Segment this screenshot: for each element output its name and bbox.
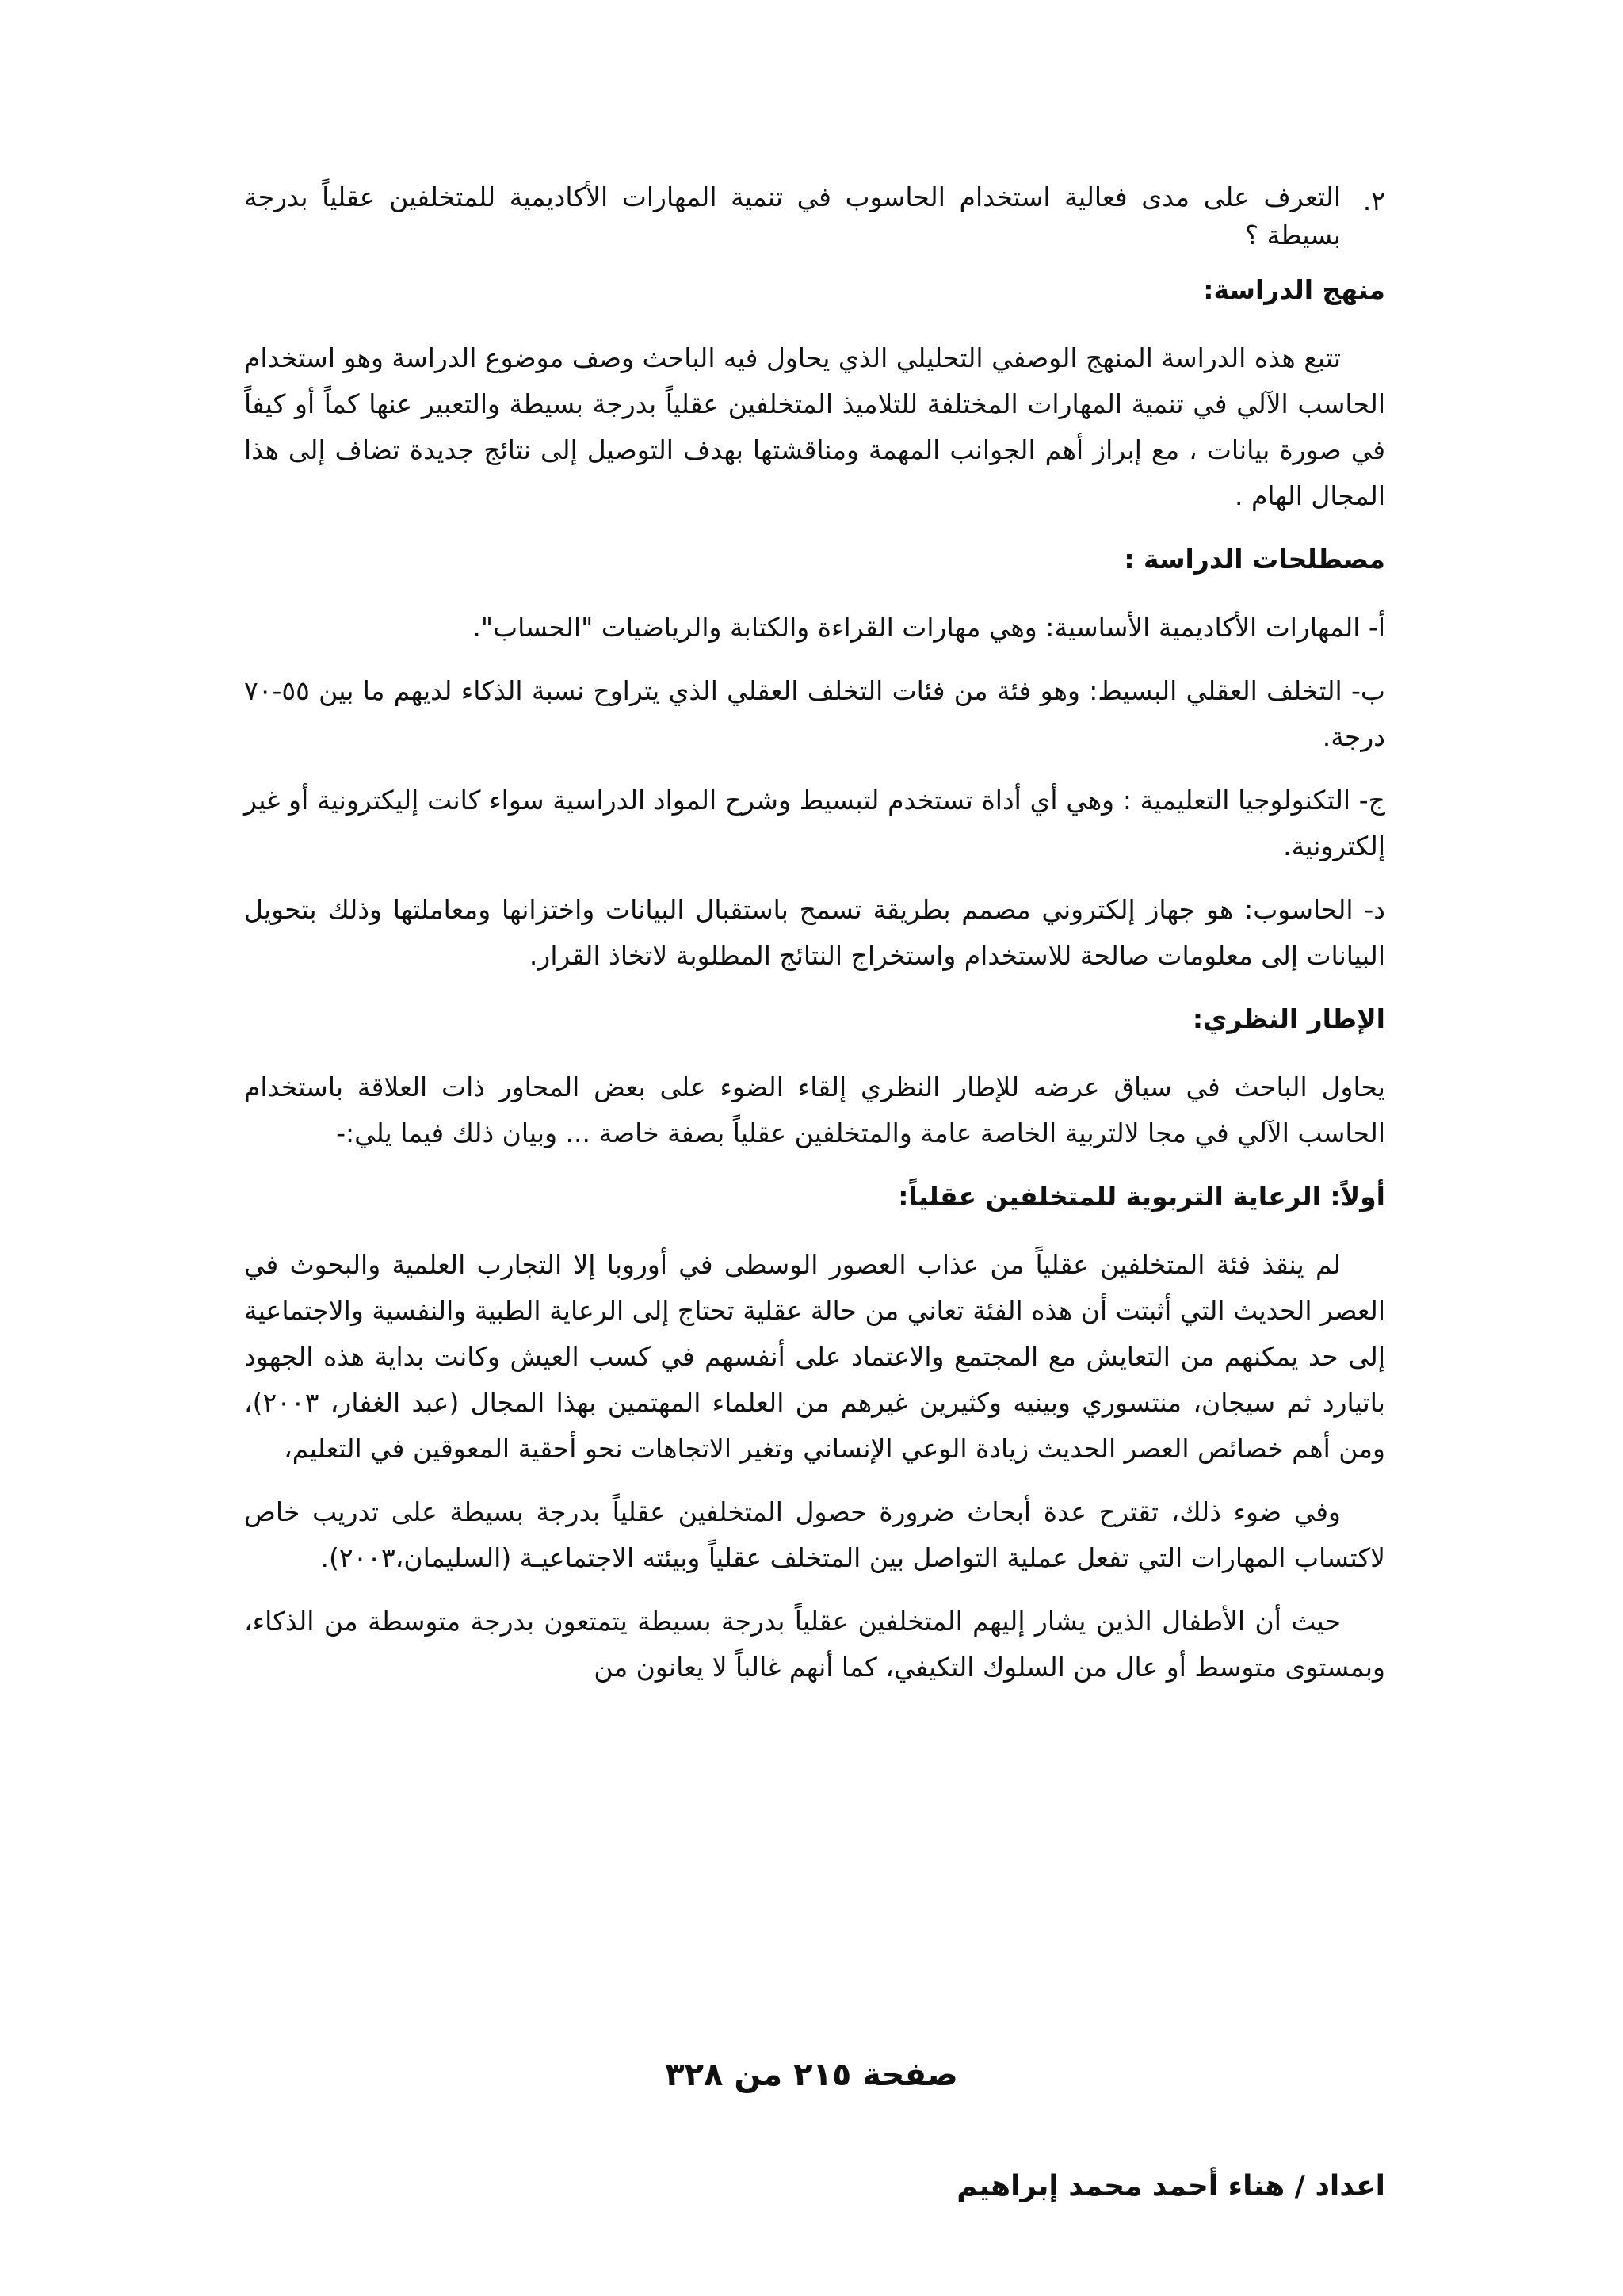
term-a: أ- المهارات الأكاديمية الأساسية: وهي مهارات القراءة والكتابة والرياضيات "الحساب".: [472, 612, 1385, 643]
care-paragraph-2: وفي ضوء ذلك، تقترح عدة أبحاث ضرورة حصول المتخلفين عقلياً بدرجة بسيطة على تدريب خاص لاكتساب المهارات التي تفعل عملية التواصل بين المتخلف عقلياً وبيئته الاجتماعيـة (السليمان،٢٠٠٣).: [244, 1496, 1385, 1573]
term-c: ج- التكنولوجيا التعليمية : وهي أي أداة تستخدم لتبسيط وشرح المواد الدراسية سواء كانت إليكترونية أو غير إلكترونية.: [244, 785, 1385, 861]
care-paragraph-1: لم ينقذ فئة المتخلفين عقلياً من عذاب العصور الوسطى في أوروبا إلا التجارب العلمية والبحوث في العصر الحديث التي أثبتت أن هذه الفئة تعاني من حالة عقلية تحتاج إلى الرعاية الطبية والنفسية والاجتماعية إلى حد يمكنهم من التعايش مع المجتمع والاعتماد على أنفسهم في كسب العيش وكانت بداية هذه الجهود باتيارد ثم سيجان، منتسوري وبينيه وكثيرين غيرهم من العلماء المهتمين بهذا المجال (عبد الغفار، ٢٠٠٣)، ومن أهم خصائص العصر الحديث زيادة الوعي الإنساني وتغير الاتجاهات نحو أحقية المعوقين في التعليم،: [244, 1249, 1385, 1464]
term-d: د- الحاسوب: هو جهاز إلكتروني مصمم بطريقة تسمح باستقبال البيانات واختزانها ومعاملتها وذلك بتحويل البيانات إلى معلومات صالحة للاستخدام واستخراج النتائج المطلوبة لاتخاذ القرار.: [244, 894, 1385, 971]
care-heading: أولاً: الرعاية التربوية للمتخلفين عقلياً:: [898, 1181, 1385, 1212]
terms-heading: مصطلحات الدراسة :: [1124, 544, 1385, 575]
term-b: ب- التخلف العقلي البسيط: وهو فئة من فئات التخلف العقلي الذي يتراوح نسبة الذكاء لديهم ما بين ٥٥-٧٠ درجة.: [244, 675, 1385, 752]
author-line: اعداد / هناء أحمد محمد إبراهيم: [957, 2170, 1385, 2202]
item-number: ٢.: [1362, 185, 1385, 216]
method-heading: منهج الدراسة:: [1203, 274, 1385, 305]
item-text: التعرف على مدى فعالية استخدام الحاسوب في تنمية المهارات الأكاديمية للمتخلفين عقلياً بدرجة بسيطة ؟: [244, 181, 1341, 250]
method-paragraph: تتبع هذه الدراسة المنهج الوصفي التحليلي الذي يحاول فيه الباحث وصف موضوع الدراسة وهو استخدام الحاسب الآلي في تنمية المهارات المختلفة للتلاميذ المتخلفين عقلياً بدرجة بسيطة والتعبير عنها كماً أو كيفاً في صورة بيانات ، مع إبراز أهم الجوانب المهمة ومناقشتها بهدف التوصيل إلى نتائج جديدة تضاف إلى هذا المجال الهام .: [244, 342, 1385, 511]
framework-paragraph: يحاول الباحث في سياق عرضه للإطار النظري إلقاء الضوء على بعض المحاور ذات العلاقة باستخدام الحاسب الآلي في مجا لالتربية الخاصة عامة والمتخلفين عقلياً بصفة خاصة ... وبيان ذلك فيما يلي:-: [244, 1072, 1385, 1148]
page-number: صفحة ٢١٥ من ٣٢٨: [665, 2057, 958, 2093]
page-body: [244, 178, 1385, 1708]
objective-item-2: [244, 178, 1385, 254]
framework-heading: الإطار النظري:: [1192, 1003, 1385, 1034]
care-paragraph-3: حيث أن الأطفال الذين يشار إليهم المتخلفين عقلياً بدرجة بسيطة يتمتعون بدرجة متوسطة من الذكاء، وبمستوى متوسط أو عال من السلوك التكيفي، كما أنهم غالباً لا يعانون من: [244, 1606, 1385, 1683]
